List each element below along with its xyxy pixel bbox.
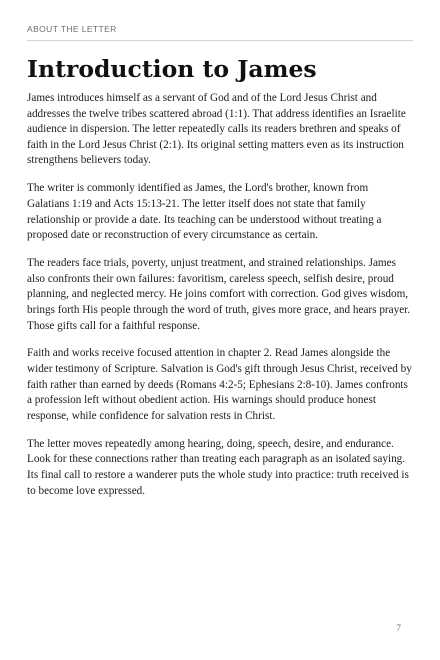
body-paragraph-4: Faith and works receive focused attention in chapter 2. Read James alongside the wider testimony of Scripture. Salvation is God's gift through Jesus Christ, received by faith rather than earned by deeds (Romans 4:2-5; Ephesians 2:8-10). James confronts a profession left without obedient action. His warnings should produce honest response, while confidence for salvation rests in Christ. (27, 347, 412, 422)
running-header: ABOUT THE LETTER (27, 24, 117, 34)
header-divider (27, 40, 413, 41)
body-paragraph-1: James introduces himself as a servant of God and of the Lord Jesus Christ and addresses the twelve tribes scattered abroad (1:1). That address identifies an Israelite audience in dispersion. The letter repeatedly calls its readers brethren and speaks of faith in the Lord Jesus Christ (2:1). Its original setting matters even as its instruction strengthens believers today. (27, 92, 406, 167)
page-title: Introduction to James (27, 55, 317, 83)
body-paragraph-5: The letter moves repeatedly among hearing, doing, speech, desire, and endurance. Look for these connections rather than treating each paragraph as an isolated saying. Its final call to restore a wanderer puts the whole study into practice: truth received is to become love expressed. (27, 437, 409, 497)
body-paragraph-2: The writer is commonly identified as James, the Lord's brother, known from Galatians 1:19 and Acts 15:13-21. The letter itself does not state that family relationship or provide a date. Its teaching can be understood without treating a proposed date or reconstruction of every circumstance as certain. (27, 182, 382, 242)
article-body (27, 91, 413, 512)
body-paragraph-3: The readers face trials, poverty, unjust treatment, and strained relationships. James also confronts their own failures: favoritism, careless speech, selfish desire, proud planning, and neglected mercy. He joins comfort with correction. God gives wisdom, brings forth His people through the word of truth, gives more grace, and hears prayer. Those gifts call for a faithful response. (27, 257, 411, 332)
page-number: 7 (396, 624, 401, 634)
